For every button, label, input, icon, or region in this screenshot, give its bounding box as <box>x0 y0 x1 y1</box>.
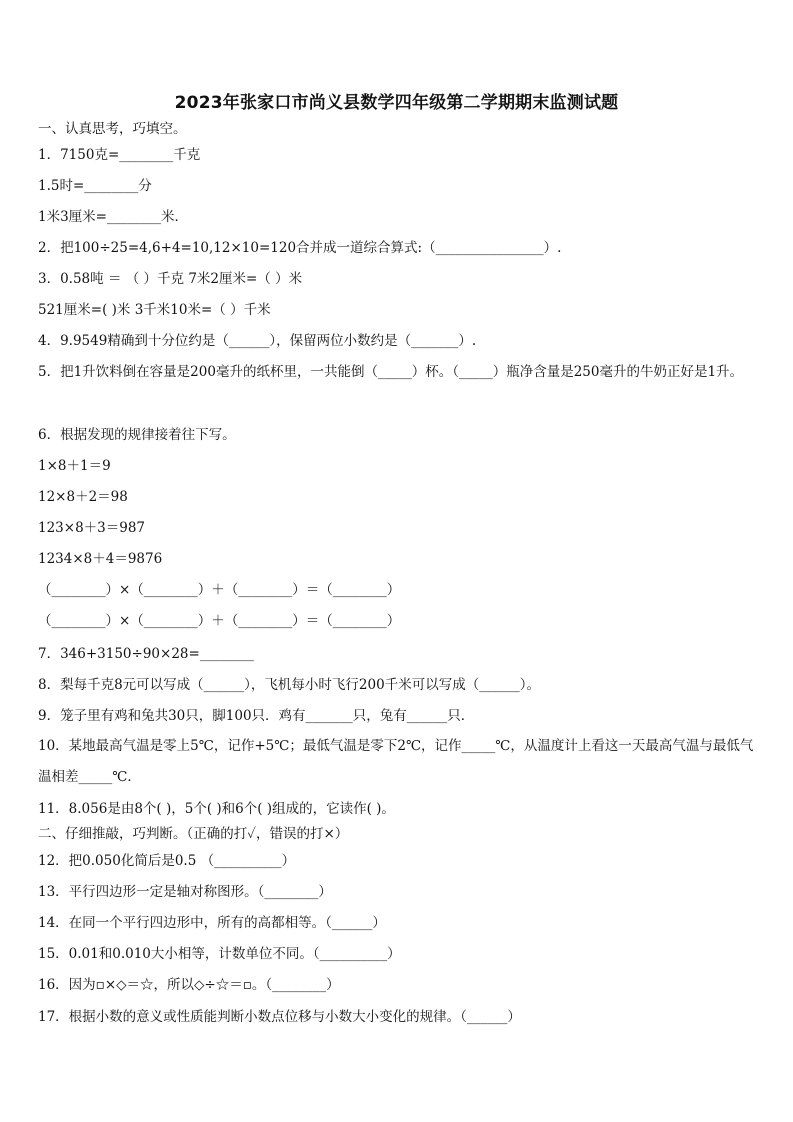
pattern-line-2: 12×8＋2＝98 <box>38 489 128 505</box>
question-11: 11．8.056是由8个( )，5个( )和6个( )组成的，它读作( )。 <box>38 801 395 817</box>
question-4: 4．9.9549精确到十分位约是（______），保留两位小数约是（_______）. <box>38 333 477 349</box>
question-2: 2．把100÷25=4,6+4=10,12×10=120合并成一道综合算式:（________________）. <box>38 240 562 256</box>
question-3a: 3．0.58吨 ＝ （ ）千克 7米2厘米=（ ）米 <box>38 271 303 287</box>
question-8: 8．梨每千克8元可以写成（______），飞机每小时飞行200千米可以写成（______）。 <box>38 677 540 693</box>
question-14: 14．在同一个平行四边形中，所有的高都相等。（______） <box>38 915 386 931</box>
question-3b: 521厘米=( )米 3千米10米=（ ）千米 <box>38 302 271 318</box>
question-12: 12．把0.050化简后是0.5 （__________） <box>38 853 296 869</box>
question-10: 10．某地最高气温是零上5℃，记作+5℃；最低气温是零下2℃，记作_____℃，从温度计上看这一天最高气温与最低气温相差_____℃． <box>38 738 754 785</box>
question-9: 9．笼子里有鸡和兔共30只，脚100只．鸡有_______只，兔有______只． <box>38 708 475 724</box>
question-7: 7．346+3150÷90×28=________ <box>38 646 254 662</box>
question-1a: 1．7150克=________千克 <box>38 147 201 163</box>
question-17: 17．根据小数的意义或性质能判断小数点位移与小数大小变化的规律。（______） <box>38 1009 521 1025</box>
page-title: 2023年张家口市尚义县数学四年级第二学期期末监测试题 <box>174 93 619 113</box>
question-1c: 1米3厘米=________米． <box>38 209 188 225</box>
question-13: 13．平行四边形一定是轴对称图形。（________） <box>38 884 332 900</box>
section-heading-2: 二、仔细推敲，巧判断。（正确的打✓，错误的打×） <box>38 826 349 842</box>
pattern-blank-2: （________）×（________）＋（________）＝（________） <box>38 613 401 629</box>
pattern-line-1: 1×8＋1＝9 <box>38 458 111 474</box>
pattern-line-3: 123×8＋3＝987 <box>38 520 146 536</box>
question-15: 15．0.01和0.010大小相等，计数单位不同。（__________） <box>38 946 401 962</box>
section-heading: 一、认真思考，巧填空。 <box>38 121 187 137</box>
question-6: 6．根据发现的规律接着往下写。 <box>38 427 236 443</box>
question-1b: 1.5时=________分 <box>38 178 152 194</box>
question-5: 5．把1升饮料倒在容量是200毫升的纸杯里，一共能倒（_____）杯。（_____）瓶净含量是250毫升的牛奶正好是1升。 <box>38 364 744 380</box>
pattern-line-4: 1234×8＋4＝9876 <box>38 551 163 567</box>
pattern-blank-1: （________）×（________）＋（________）＝（________） <box>38 582 401 598</box>
question-16: 16．因为▫×◇＝☆，所以◇÷☆＝▫。（________） <box>38 977 340 993</box>
